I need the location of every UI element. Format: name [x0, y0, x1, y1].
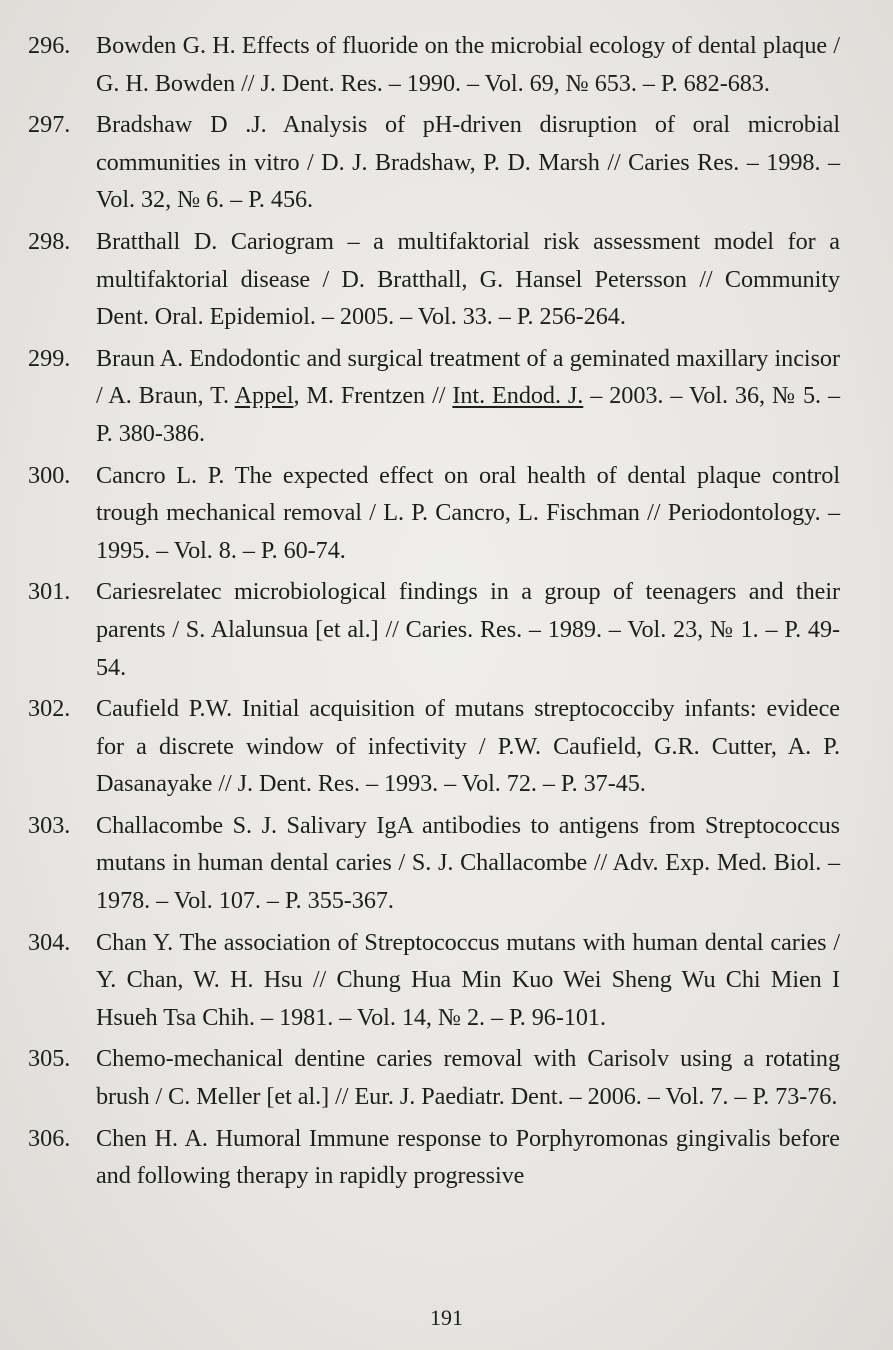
reference-text: Chan Y. The association of Streptococcus mutans with human dental caries / Y. Chan, W. H. Hsu // Chung Hua Min Kuo Wei Sheng Wu Chi Mien I Hsueh Tsa Chih. – 1981. – Vol. 14, № 2. – P. 96-101.	[96, 928, 840, 1031]
reference-text: Challacombe S. J. Salivary IgA antibodies to antigens from Streptococcus mutans in human dental caries / S. J. Challacombe // Adv. Exp. Med. Biol. – 1978. – Vol. 107. – P. 355-367.	[96, 811, 840, 915]
reference-number: 301.	[28, 578, 71, 606]
reference-list	[28, 27, 840, 1199]
reference-number: 303.	[28, 811, 71, 839]
reference-item	[28, 27, 840, 102]
underlined-journal-name: Int. Endod. J.	[452, 382, 584, 410]
page-number: 191	[430, 1305, 463, 1330]
reference-text: Cancro L. P. The expected effect on oral health of dental plaque control trough mechanical removal / L. P. Cancro, L. Fischman // Periodontology. – 1995. – Vol. 8. – P. 60-74.	[96, 461, 840, 564]
reference-number: 305.	[28, 1045, 71, 1073]
reference-item	[28, 924, 840, 1037]
reference-text: Caufield P.W. Initial acquisition of mutans streptococciby infants: evidece for a discrete window of infectivity / P.W. Caufield, G.R. Cutter, A. P. Dasanayake // J. Dent. Res. – 1993. – Vol. 72. – P. 37-45.	[96, 695, 840, 798]
reference-text: Chemo-mechanical dentine caries removal with Carisolv using a rotating brush / C. Meller [et al.] // Eur. J. Paediatr. Dent. – 2006. – Vol. 7. – P. 73-76.	[96, 1045, 840, 1111]
reference-item	[28, 1040, 840, 1115]
reference-text	[96, 340, 840, 453]
reference-number: 296.	[28, 32, 71, 59]
reference-text: Cariesrelatec microbiological findings in a group of teenagers and their parents / S. Alalunsua [et al.] // Caries. Res. – 1989. – Vol. 23, № 1. – P. 49-54.	[96, 578, 840, 681]
reference-text-segment: – 2003. – Vol. 36, № 5. – P. 380-386.	[96, 382, 840, 447]
reference-number: 299.	[28, 344, 71, 372]
reference-text: Bradshaw D .J. Analysis of pH-driven disruption of oral microbial communities in vitro / D. J. Bradshaw, P. D. Marsh // Caries Res. – 1998. – Vol. 32, № 6. – P. 456.	[96, 111, 840, 214]
reference-item	[28, 223, 840, 336]
reference-item	[28, 807, 840, 920]
reference-item	[28, 457, 840, 570]
reference-item	[28, 690, 840, 803]
reference-item	[28, 1120, 840, 1195]
reference-number: 297.	[28, 111, 71, 139]
reference-number: 304.	[28, 928, 71, 956]
reference-text: Bratthall D. Cariogram – a multifaktorial risk assessment model for a multifaktorial disease / D. Bratthall, G. Hansel Petersson // Community Dent. Oral. Epidemiol. – 2005. – Vol. 33. – P. 256-264.	[96, 227, 840, 331]
reference-number: 300.	[28, 461, 71, 489]
reference-item	[28, 340, 840, 453]
reference-number: 302.	[28, 695, 71, 723]
reference-number: 298.	[28, 227, 71, 255]
reference-text-segment: , M. Frentzen //	[293, 382, 453, 410]
reference-text: Bowden G. H. Effects of fluoride on the microbial ecology of dental plaque / G. H. Bowden // J. Dent. Res. – 1990. – Vol. 69, № 653. – P. 682-683.	[96, 32, 840, 97]
reference-text-segment: Braun A. Endodontic and surgical treatment of a geminated maxillary incisor / A. Braun, T.	[96, 344, 840, 410]
reference-number: 306.	[28, 1124, 71, 1152]
reference-item	[28, 106, 840, 219]
reference-item	[28, 573, 840, 686]
reference-text: Chen H. A. Humoral Immune response to Porphyromonas gingivalis before and following therapy in rapidly progressive	[96, 1124, 840, 1190]
underlined-author-name: Appel	[234, 382, 294, 410]
